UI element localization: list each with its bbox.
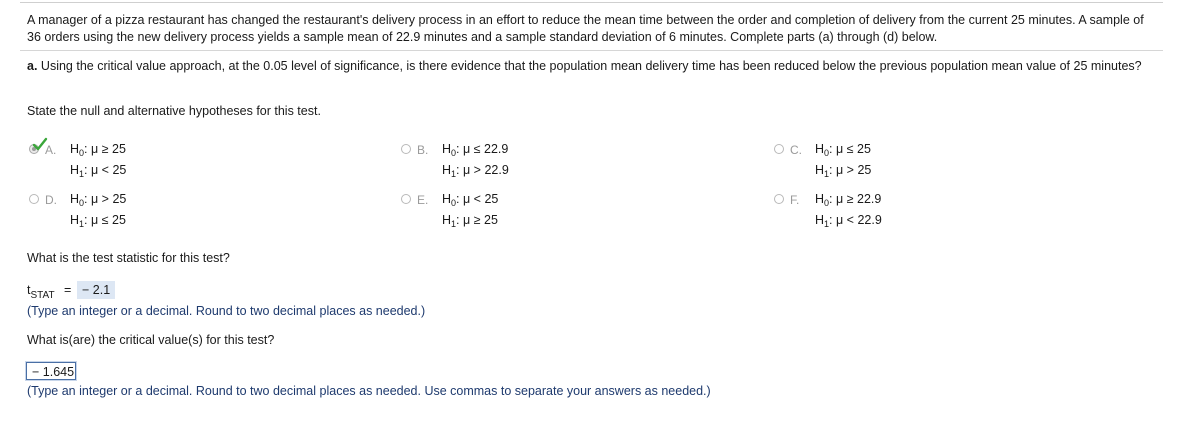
radio-button-f[interactable] <box>774 194 784 204</box>
null-hypothesis: $H_0$: μ ≤ 25 <box>815 142 871 158</box>
alternative-hypothesis: $H_1$: μ ≥ 25 <box>442 213 498 229</box>
top-divider <box>20 2 1163 3</box>
alternative-hypothesis: $H_1$: μ < 25 <box>70 163 127 179</box>
null-hypothesis: $H_0$: μ < 25 <box>442 192 499 208</box>
hypotheses-prompt: State the null and alternative hypotheses for this test. <box>27 104 321 118</box>
critical-value-prompt: What is(are) the critical value(s) for this test? <box>27 333 275 347</box>
radio-button-d[interactable] <box>29 194 39 204</box>
test-statistic-hint: (Type an integer or a decimal. Round to two decimal places as needed.) <box>27 304 426 318</box>
problem-intro: A manager of a pizza restaurant has changed the restaurant's delivery process in an effort to reduce the mean time between the order and completion of delivery from the current 25 minutes. A sample of 36 orders using the new delivery process yields a sample mean of 22.9 minutes and a sample standard deviation of 6 minutes. Complete parts (a) through (d) below. <box>27 13 1144 44</box>
choice-f[interactable] <box>774 193 1074 229</box>
choice-d[interactable] <box>29 193 329 229</box>
choice-letter: F. <box>790 193 800 207</box>
part-a-question <box>27 58 1152 74</box>
choice-e[interactable] <box>401 193 701 229</box>
choice-c[interactable] <box>774 143 1074 179</box>
null-hypothesis: $H_0$: μ ≤ 22.9 <box>442 142 509 158</box>
radio-button-b[interactable] <box>401 144 411 154</box>
radio-button-e[interactable] <box>401 194 411 204</box>
null-hypothesis: $H_0$: μ ≥ 25 <box>70 142 126 158</box>
tstat-label: $t_{STAT}$ <box>27 283 55 301</box>
radio-button-c[interactable] <box>774 144 784 154</box>
choice-letter: C. <box>790 143 802 157</box>
null-hypothesis: $H_0$: μ > 25 <box>70 192 127 208</box>
choice-letter: D. <box>45 193 57 207</box>
alternative-hypothesis: $H_1$: μ > 22.9 <box>442 163 509 179</box>
test-statistic-prompt: What is the test statistic for this test? <box>27 251 230 265</box>
choice-b[interactable] <box>401 143 701 179</box>
part-a-text: Using the critical value approach, at the 0.05 level of significance, is there evidence that the population mean delivery time has been reduced below the previous population mean value of 25 minutes? <box>40 59 1142 73</box>
section-divider <box>20 50 1163 51</box>
choice-letter: A. <box>45 143 57 157</box>
choice-letter: B. <box>417 143 429 157</box>
null-hypothesis: $H_0$: μ ≥ 22.9 <box>815 192 882 208</box>
test-statistic-answer[interactable]: − 2.1 <box>77 281 115 299</box>
equals-sign: = <box>64 283 72 297</box>
alternative-hypothesis: $H_1$: μ ≤ 25 <box>70 213 126 229</box>
critical-value-input[interactable]: − 1.645 <box>26 362 76 380</box>
choice-letter: E. <box>417 193 429 207</box>
alternative-hypothesis: $H_1$: μ > 25 <box>815 163 872 179</box>
alternative-hypothesis: $H_1$: μ < 22.9 <box>815 213 882 229</box>
critical-value-hint: (Type an integer or a decimal. Round to two decimal places as needed. Use commas to separate your answers as needed.) <box>27 384 711 398</box>
choice-a[interactable] <box>29 143 329 179</box>
part-a-label: a. <box>27 59 38 73</box>
